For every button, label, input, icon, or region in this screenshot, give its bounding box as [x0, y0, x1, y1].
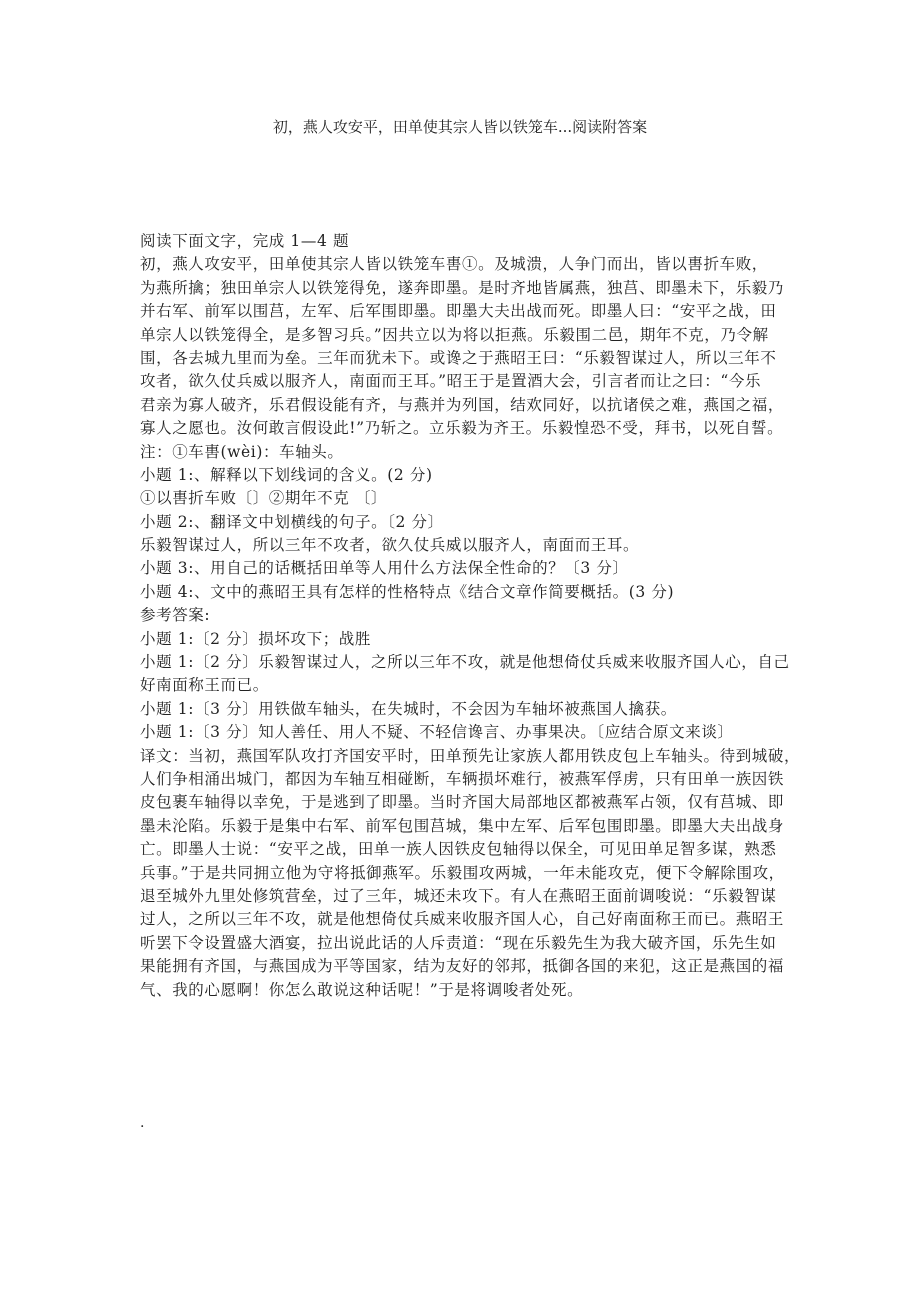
text-line: 小题 1:、解释以下划线词的含义。(2 分) [140, 465, 433, 484]
text-line: 小题 3:、用自己的话概括田单等人用什么方法保全性命的？〔3 分〕 [140, 559, 629, 578]
text-line: 退至城外九里处修筑营垒，过了三年，城还未攻下。有人在燕昭王面前调唆说：“乐毅智谋 [140, 886, 777, 905]
text-line: 过人，之所以三年不攻，就是他想倚仗兵威来收服齐国人心，自己好南面称王而已。燕昭王 [140, 910, 785, 929]
text-line: 小题 1:〔2 分〕乐毅智谋过人，之所以三年不攻，就是他想倚仗兵威来收服齐国人心，自己 [140, 653, 790, 672]
text-line: 兵事。”于是共同拥立他为守将抵御燕军。乐毅围攻两城，一年未能攻克，便下令解除围攻， [140, 863, 785, 882]
text-line: 围，各去城九里而为垒。三年而犹未下。或谗之于燕昭王曰：“乐毅智谋过人，所以三年不 [140, 348, 777, 367]
text-line: 听罢下令设置盛大酒宴，拉出说此话的人斥责道：“现在乐毅先生为我大破齐国，乐先生如 [140, 933, 777, 952]
text-line: 人们争相涌出城门，都因为车轴互相碰断，车辆损坏难行，被燕军俘虏，只有田单一族因铁 [140, 769, 785, 788]
text-line: 好南面称王而已。 [140, 676, 269, 695]
document-title: 初，燕人攻安平，田单使其宗人皆以铁笼车...阅读附答案 [272, 118, 648, 136]
text-line: 墨未沦陷。乐毅于是集中右军、前军包围莒城，集中左军、后军包围即墨。即墨大夫出战身 [140, 816, 785, 835]
text-line: 亡。即墨人士说：“安平之战，田单一族人因铁皮包轴得以保全，可见田单足智多谋，熟悉 [140, 840, 777, 859]
text-line: 注：①车軎(wèi)：车轴头。 [140, 442, 344, 461]
text-line: 为燕所擒；独田单宗人以铁笼得免，遂奔即墨。是时齐地皆属燕，独莒、即墨未下，乐毅乃 [140, 278, 785, 297]
text-line: 皮包裹车轴得以幸免，于是逃到了即墨。当时齐国大局部地区都被燕军占领，仅有莒城、即 [140, 793, 785, 812]
text-line: 寡人之愿也。汝何敢言假设此!”乃斩之。立乐毅为齐王。乐毅惶恐不受，拜书，以死自誓。 [140, 419, 784, 438]
text-line: 初，燕人攻安平，田单使其宗人皆以铁笼车軎①。及城溃，人争门而出，皆以軎折车败， [140, 255, 768, 274]
text-line: 阅读下面文字，完成 1—4 题 [140, 232, 350, 250]
text-line: ①以軎折车败〔〕②期年不克 〔〕 [140, 489, 388, 508]
document-body [140, 230, 810, 1002]
text-line: 参考答案: [140, 606, 211, 625]
text-line: 君亲为寡人破齐，乐君假设能有齐，与燕并为列国，结欢同好，以抗诸侯之难，燕国之福， [140, 395, 785, 414]
text-line: 小题 1:〔3 分〕用铁做车轴头，在失城时，不会因为车轴坏被燕国人擒获。 [140, 699, 677, 718]
text-line: 小题 1:〔2 分〕损坏攻下；战胜 [140, 629, 372, 648]
text-line: 小题 4:、文中的燕昭王具有怎样的性格特点《结合文章作简要概括。(3 分) [140, 582, 675, 601]
text-line: 攻者，欲久仗兵威以服齐人，南面而王耳。”昭王于是置酒大会，引言者而让之曰：“今乐 [140, 372, 762, 391]
text-line: 乐毅智谋过人，所以三年不攻者，欲久仗兵威以服齐人，南面而王耳。 [140, 536, 640, 555]
text-line: 译文：当初，燕国军队攻打齐国安平时，田单预先让家族人都用铁皮包上车轴头。待到城破， [140, 746, 801, 765]
text-line: 气、我的心愿啊！你怎么敢说这种话呢！”于是将调唆者处死。 [140, 980, 584, 999]
text-line: 小题 1:〔3 分〕知人善任、用人不疑、不轻信谗言、办事果决。〔应结合原文来谈〕 [140, 723, 734, 742]
text-line: 果能拥有齐国，与燕国成为平等国家，结为友好的邻邦，抵御各国的来犯，这正是燕国的福 [140, 957, 785, 976]
text-line: 小题 2:、翻译文中划横线的句子。〔2 分〕 [140, 512, 444, 531]
text-line: 并右军、前军以围莒，左军、后军围即墨。即墨大夫出战而死。即墨人曰：“安平之战，田 [140, 302, 777, 321]
trailing-mark: . [140, 1115, 145, 1131]
text-line: 单宗人以铁笼得全，是多智习兵。”因共立以为将以拒燕。乐毅围二邑，期年不克，乃令解 [140, 325, 769, 344]
